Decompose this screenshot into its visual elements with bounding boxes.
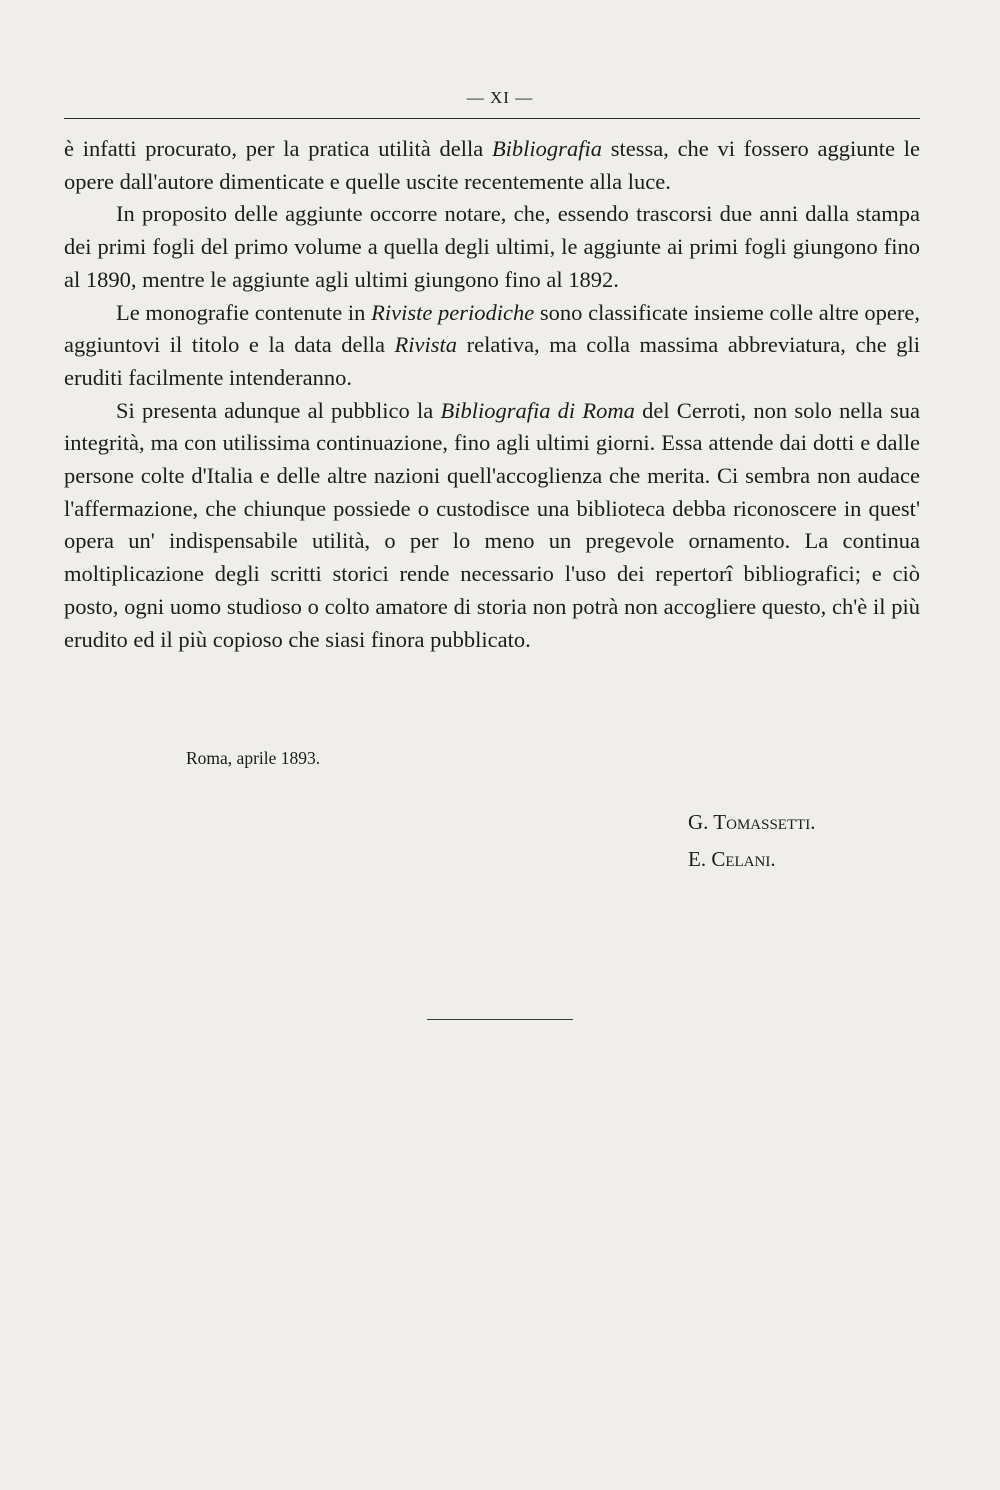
- signature-celani: E. Celani.: [688, 847, 776, 871]
- paragraph-text: relativa, ma colla massima abbreviatura, che gli eruditi facilmente intenderanno.: [64, 332, 920, 390]
- dateline: Roma, aprile 1893.: [186, 748, 321, 768]
- paragraph-2: [64, 198, 920, 296]
- italic-title: Bibliografia: [491, 136, 602, 161]
- italic-title: Rivista: [394, 332, 458, 358]
- paragraph-text: stessa, che vi fossero aggiunte le opere dall'autore dimenticate e quelle uscite recentemente alla luce.: [64, 136, 920, 194]
- signatures: [688, 804, 816, 878]
- paragraph-text: In proposito delle aggiunte occorre notare, che, essendo trascorsi due anni dalla stampa dei primi fogli del primo volume a quella degli ultimi, le aggiunte ai primi fogli giungono fino al 1890, mentre le aggiunte agli ultimi giungono fino al 1892.: [64, 201, 920, 292]
- paragraph-text: del Cerroti, non solo nella sua integrità, ma con utilissima continuazione, fino agli ultimi giorni. Essa attende dai dotti e dalle persone colte d'Italia e delle altre nazioni quell'accoglienza che merita. Ci sembra non audace l'affermazione, che chiunque possiede o custodisce una biblioteca debba riconoscere in quest' opera un' indispensabile utilità, o per lo meno un pregevole ornamento. La continua moltiplicazione degli scritti storici rende necessario l'uso dei repertorî bibliografici; e ciò posto, ogni uomo studioso o colto amatore di storia non potrà non accogliere questo, ch'è il più erudito ed il più copioso che siasi finora pubblicato.: [64, 397, 920, 652]
- body-text: [64, 133, 920, 656]
- footer-rule: [427, 1019, 573, 1020]
- signature-tomassetti: G. Tomassetti.: [688, 810, 816, 834]
- page-number: — XI —: [466, 88, 534, 107]
- paragraph-4: [64, 395, 920, 657]
- paragraph-3: [64, 297, 920, 395]
- paragraph-text: è infatti procurato, per la pratica utilità della: [64, 136, 492, 161]
- header-rule: [64, 118, 920, 119]
- paragraph-text: sono classificate insieme colle altre opere, aggiuntovi il titolo e la data della: [64, 299, 920, 358]
- italic-title: Riviste periodiche: [371, 299, 535, 325]
- paragraph-text: Si presenta adunque al pubblico la: [116, 397, 441, 423]
- paragraph-1: [64, 133, 920, 198]
- italic-title: Bibliografia di Roma: [440, 397, 635, 423]
- paragraph-text: Le monografie contenute in: [116, 299, 372, 325]
